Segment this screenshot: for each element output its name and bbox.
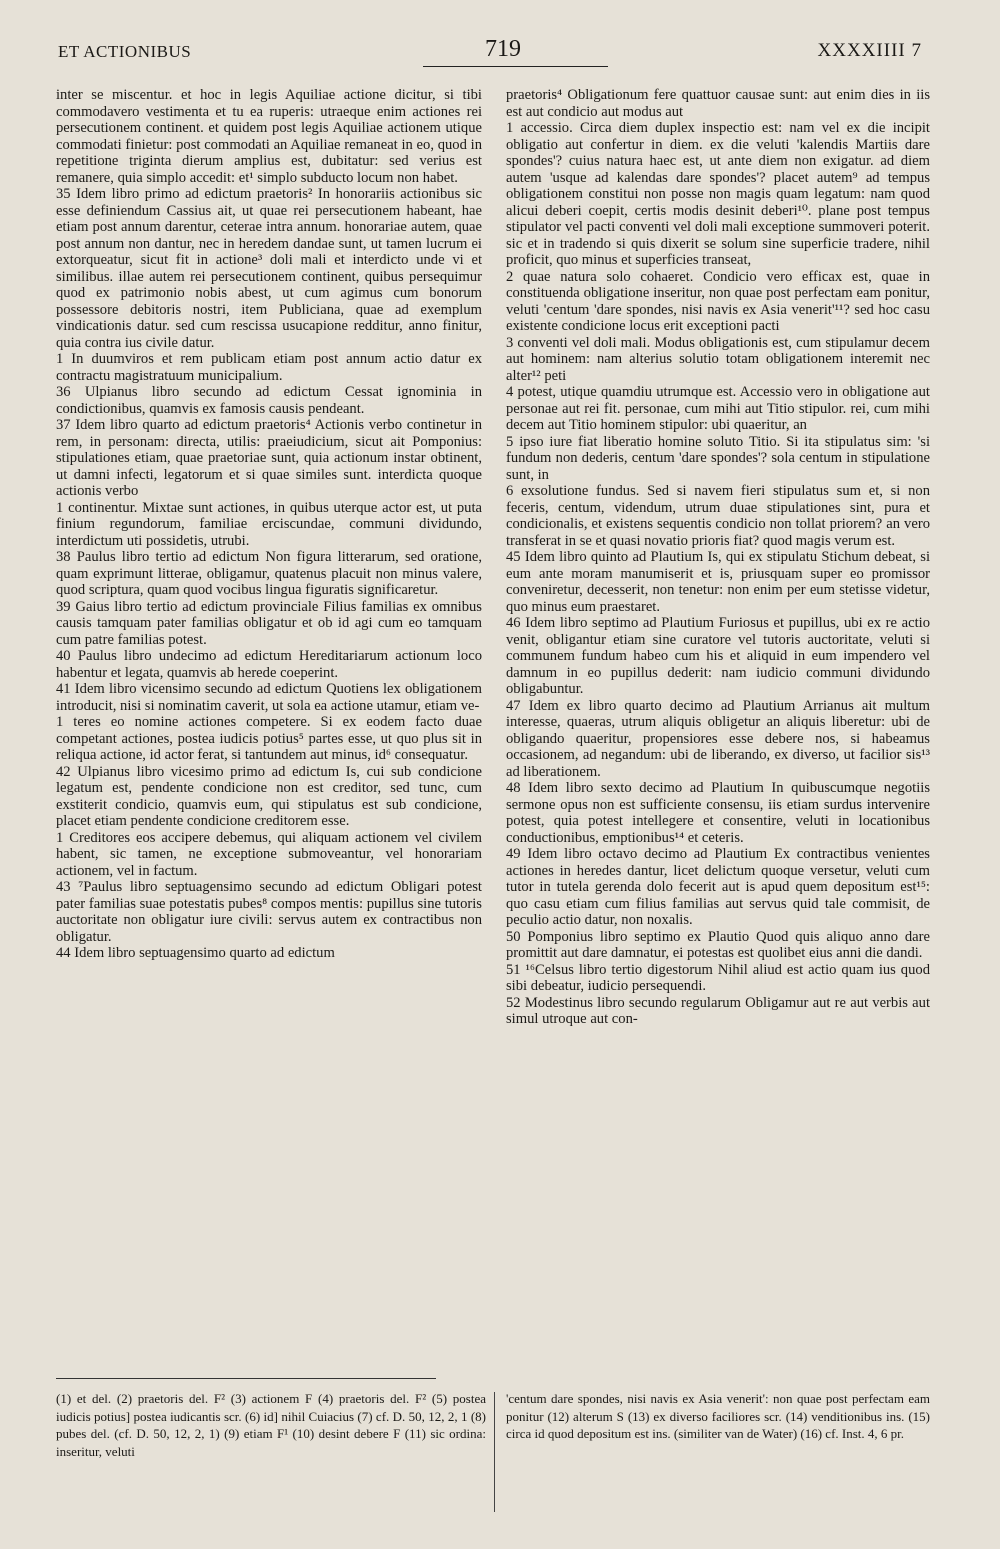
paragraph: 4 potest, utique quamdiu utrumque est. Accessio vero in obligatione aut personae aut rei fit. personae, cum mihi aut Titio stipulor. rei, cum mihi decem aut Titio hominem stipulor: ubi quaeritur, an	[506, 384, 930, 433]
footnote-text: 'centum dare spondes, nisi navis ex Asia venerit': non quae post perfectam eam ponitur (12) alterum S (13) ex diverso faciliores scr. (14) venditionibus ins. (15) circa id quod depositum est ins. (similiter van de Water) (16) cf. Inst. 4, 6 pr.	[506, 1391, 930, 1441]
left-column	[56, 87, 482, 962]
paragraph: 5 ipso iure fiat liberatio homine soluto Titio. Si ita stipulatus sim: 'si fundum non dederis, centum 'dare spondes'? sola centum in stipulatione sunt, in	[506, 433, 930, 483]
footnote-text: (1) et del. (2) praetoris del. F² (3) actionem F (4) praetoris del. F² (5) postea iudicis potius] postea iudicantis scr. (6) id] nihil Cuiacius (7) cf. D. 50, 12, 2, 1 (8) pubes del. (cf. D. 50, 12, 2, 1) (9) etiam F¹ (10) desint debere F (11) sic ordina: inseritur, veluti	[56, 1391, 486, 1459]
paragraph: 2 quae natura solo cohaeret. Condicio vero efficax est, quae in constituenda obligatione inseritur, non quae post perfectam eam ponitur, veluti 'centum 'dare spondes, nisi navis ex Asia venerit'¹¹? sed hoc casu existente condicione locus erit exceptioni pacti	[506, 268, 930, 334]
paragraph: inter se miscentur. et hoc in legis Aquiliae actione dicitur, si tibi commodavero vestimenta et tu ea ruperis: utraeque enim actiones rei persecutionem continent. et quidem post legis Aquiliae actionem utique commodati finietur: post commodati an Aquiliae remaneat in eo, quod in repetitione triginta dierum amplius est, dubitatur: sed verius est remanere, quia simplo accedit: et¹ simplo subducto locum non habet.	[56, 87, 482, 186]
paragraph: 47 Idem ex libro quarto decimo ad Plautium Arrianus ait multum interesse, quaeras, utrum aliquis obligetur an aliquis liberetur: ubi de obligando quaeritur, propensiores esse debere nos, si habeamus occasionem, ad negandum: ubi de liberando, ex diverso, ut facilior sis¹³ ad liberationem.	[506, 697, 930, 780]
paragraph: 36 Ulpianus libro secundo ad edictum Cessat ignominia in condictionibus, quamvis ex famosis causis pendeant.	[56, 384, 482, 417]
paragraph: 42 Ulpianus libro vicesimo primo ad edictum Is, cui sub condicione legatum est, pendente condicione non est creditor, sed tunc, cum exstiterit condicio, quamvis eum, qui stipulatus est sub condicione, placet etiam pendente condicione creditorem esse.	[56, 763, 482, 829]
paragraph: 51 ¹⁶Celsus libro tertio digestorum Nihil aliud est actio quam ius quod sibi debeatur, iudicio persequendi.	[506, 961, 930, 994]
paragraph: 48 Idem libro sexto decimo ad Plautium In quibuscumque negotiis sermone opus non est sufficiente consensu, iis etiam surdus intervenire potest, quia potest intellegere et consentire, veluti in locationibus conductionibus, emptionibus¹⁴ et ceteris.	[506, 780, 930, 846]
footnotes-left	[56, 1390, 486, 1460]
running-header	[58, 36, 922, 76]
paragraph: 38 Paulus libro tertio ad edictum Non figura litterarum, sed oratione, quam exprimunt litterae, obligamur, quatenus placuit non minus valere, quod scriptura, quam quod vocibus lingua figuratis significaretur.	[56, 549, 482, 598]
paragraph: 45 Idem libro quinto ad Plautium Is, qui ex stipulatu Stichum debeat, si eum ante moram manumiserit et is, priusquam super eo promissor conveniretur, decesserit, non tenetur: non enim per eum stetisse videtur, quo minus eum praestaret.	[506, 549, 930, 615]
paragraph: 1 Creditores eos accipere debemus, qui aliquam actionem vel civilem habent, sic tamen, ne exceptione submoveantur, vel honorariam actionem, vel in factum.	[56, 829, 482, 879]
paragraph: 40 Paulus libro undecimo ad edictum Hereditariarum actionum loco habentur et legata, quamvis ab herede coeperint.	[56, 648, 482, 681]
footnotes-right	[506, 1390, 930, 1443]
paragraph: 41 Idem libro vicensimo secundo ad edictum Quotiens lex obligationem introducit, nisi si nominatim caverit, ut sola ea actione utamur, etiam ve-	[56, 681, 482, 714]
header-rule	[423, 66, 608, 67]
paragraph: 39 Gaius libro tertio ad edictum provinciale Filius familias ex omnibus causis tamquam pater familias obligatur et ob id agi cum eo tamquam cum patre familias potest.	[56, 598, 482, 648]
footnote-column-divider	[494, 1392, 495, 1512]
paragraph: 1 accessio. Circa diem duplex inspectio est: nam vel ex die incipit obligatio aut confertur in diem. ex die veluti 'kalendis Martiis dare spondes'? cuius natura haec est, ut ante diem non exigatur. ad diem autem 'usque ad kalendas dare spondes'? placet autem⁹ ad tempus obligationem constitui non posse non magis quam legatum: nam quod alicui deberi coepit, certis modis desinit deberi¹⁰. plane post tempus stipulator vel pacti conventi vel doli mali exceptione summoveri poterit. sic et in tradendo si quis dixerit se solum sine superficie tradere, nihil proficit, quo minus et superficies transeat,	[506, 120, 930, 268]
section-reference: XXXXIIII 7	[817, 40, 922, 61]
paragraph: 6 exsolutione fundus. Sed si navem fieri stipulatus sum et, si non feceris, centum, videndum, utrum duae stipulationes sint, pura et condicionalis, et existens sequentis condicio non tollat priorem? an vero transferat in se et quasi novatio prioris fiat? quod magis verum est.	[506, 483, 930, 549]
paragraph: 37 Idem libro quarto ad edictum praetoris⁴ Actionis verbo continetur in rem, in personam: directa, utilis: praeiudicium, sicut ait Pomponius: stipulationes etiam, quae praetoriae sunt, quia actionum instar obtinent, ut damni infecti, legatorum et si quae similes sunt. interdicta quoque actionis verbo	[56, 417, 482, 499]
paragraph: 52 Modestinus libro secundo regularum Obligamur aut re aut verbis aut simul utroque aut con-	[506, 994, 930, 1027]
running-title: ET ACTIONIBUS	[58, 42, 192, 61]
paragraph: 1 continentur. Mixtae sunt actiones, in quibus uterque actor est, ut puta finium regundorum, familiae erciscundae, communi dividundo, interdictum uti possidetis, utrubi.	[56, 499, 482, 549]
paragraph: 1 teres eo nomine actiones competere. Si ex eodem facto duae competant actiones, postea iudicis potius⁵ partes esse, ut quo plus sit in reliqua actione, id actor ferat, si tantundem aut minus, id⁶ consequatur.	[56, 714, 482, 763]
paragraph: 1 In duumviros et rem publicam etiam post annum actio datur ex contractu magistratuum municipalium.	[56, 351, 482, 384]
paragraph: 44 Idem libro septuagensimo quarto ad edictum	[56, 945, 335, 961]
right-column	[506, 87, 930, 1028]
paragraph: 49 Idem libro octavo decimo ad Plautium Ex contractibus venientes actiones in heredes dantur, licet delictum quoque versetur, veluti cum tutor in tutela gerenda dolo fecerit aut is apud quem depositum est¹⁵: quo casu etiam cum filius familias aut servus quid tale commisit, de peculio actio datur, non noxalis.	[506, 846, 930, 928]
page-number: 719	[485, 36, 521, 62]
paragraph: 35 Idem libro primo ad edictum praetoris² In honorariis actionibus sic esse definiendum Cassius ait, ut quae rei persecutionem habeant, hae etiam post annum darentur, ceterae intra annum. honorariae autem, quae post annum non dantur, nec in heredem dandae sunt, ut tamen lucrum ei extorqueatur, sicut fit in actione³ doli mali et interdicto unde vi et similibus. illae autem rei persecutionem continent, quibus persequimur quod ex patrimonio nobis abest, ut cum agimus cum bonorum possessore debitoris nostri, item Publiciana, quae ad exemplum vindicationis datur. sed cum rescissa usucapione redditur, anno finitur, quia contra ius civile datur.	[56, 186, 482, 351]
footnote-rule	[56, 1378, 436, 1379]
paragraph: 46 Idem libro septimo ad Plautium Furiosus et pupillus, ubi ex re actio venit, obligantur etiam sine curatore vel tutoris auctoritate, veluti si communem fundum habeo cum his et aliquid in eum impendero vel damnum in eo pupillus dederit: nam iudicio communi dividundo obligabuntur.	[506, 615, 930, 697]
paragraph: 3 conventi vel doli mali. Modus obligationis est, cum stipulamur decem aut hominem: nam alterius solutio totam obligationem interemit nec alter¹² peti	[506, 334, 930, 384]
paragraph: praetoris⁴ Obligationum fere quattuor causae sunt: aut enim dies in iis est aut condicio aut modus aut	[506, 87, 930, 120]
paragraph: 43 ⁷Paulus libro septuagensimo secundo ad edictum Obligari potest pater familias suae potestatis pubes⁸ compos mentis: pupillus sine tutoris auctoritate non obligatur iure civili: servus autem ex contractibus non obligatur.	[56, 879, 482, 945]
paragraph: 50 Pomponius libro septimo ex Plautio Quod quis aliquo anno dare promittit aut dare damnatur, ei potestas est quolibet eius anni die dandi.	[506, 928, 930, 961]
